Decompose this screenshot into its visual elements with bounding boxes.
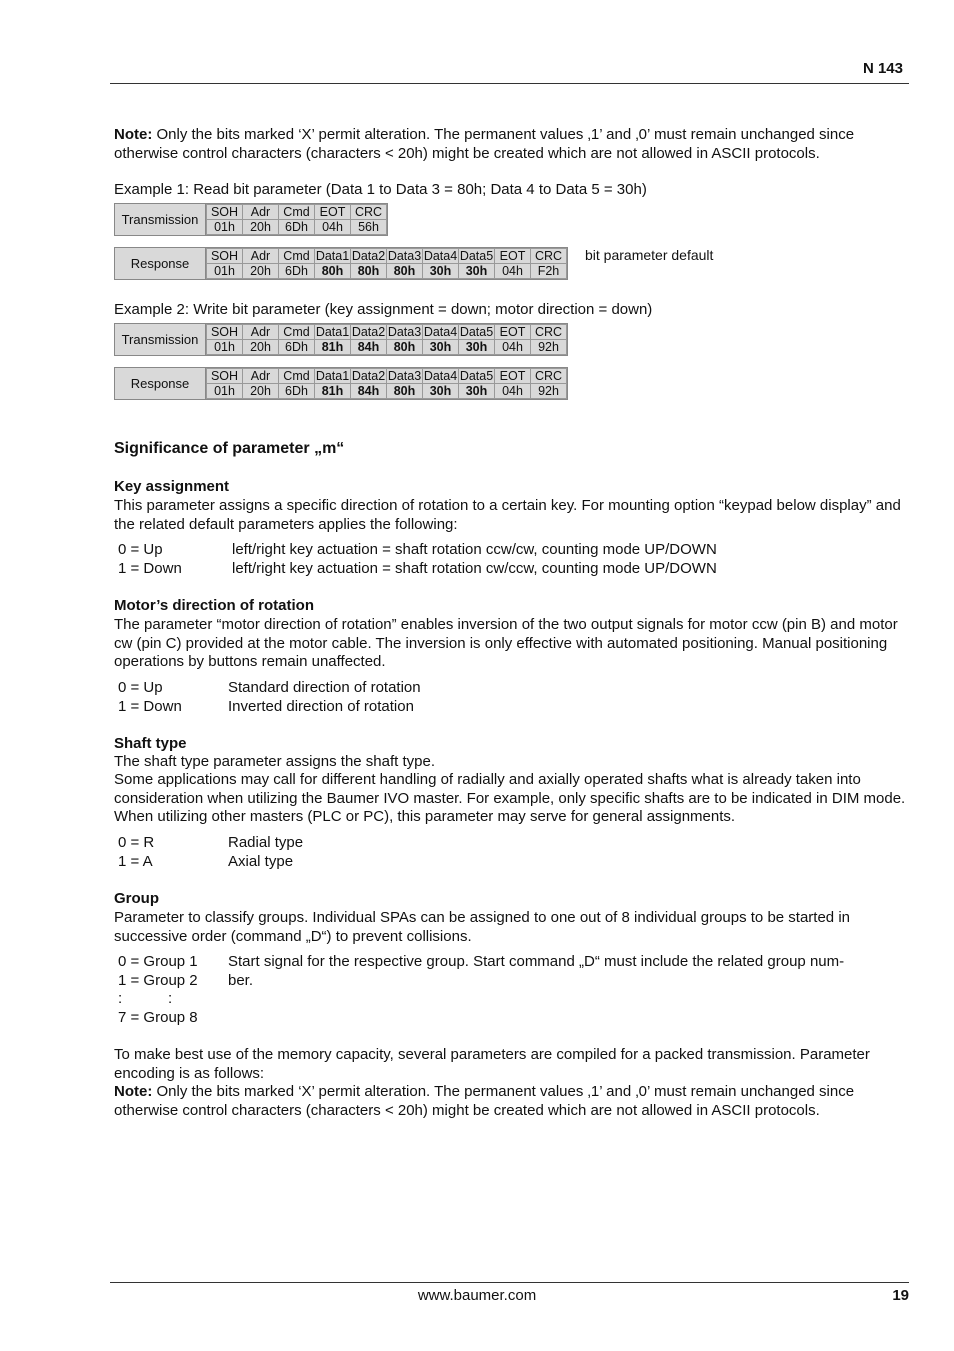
value-row xyxy=(118,541,717,560)
frame-header-cell: Data5 xyxy=(459,325,494,339)
motor-direction-title: Motor’s direction of rotation xyxy=(114,597,314,614)
value-desc: Axial type xyxy=(228,852,294,870)
note-label: Note: xyxy=(114,1083,153,1100)
closing-text: To make best use of the memory capacity, several parameters are compiled for a packed transmission. Parameter encoding is as follows: xyxy=(114,1046,870,1082)
note-text: Only the bits marked ‘X’ permit alteration. The permanent values ‚1’ and ‚0’ must remain unchanged since otherwise control characters (characters < 20h) might be created which are not allowed in ASCII protocols. xyxy=(114,1083,855,1119)
motor-direction-values xyxy=(118,679,421,716)
frame-header-cell: EOT xyxy=(495,249,531,264)
value-key: 1 = A xyxy=(118,852,153,870)
value-key: 0 = Up xyxy=(118,541,163,558)
value-key: 0 = Up xyxy=(118,679,163,696)
note-paragraph xyxy=(114,126,914,163)
frame-value-cell: F2h xyxy=(531,264,567,279)
frame-header-cell: SOH xyxy=(207,249,243,264)
group-values xyxy=(118,953,844,1027)
frame-value-cell: 80h xyxy=(387,384,423,399)
frame-header-cell: Data3 xyxy=(387,369,422,383)
frame-value-row xyxy=(207,340,567,355)
frame-value-cell: 20h xyxy=(243,264,279,279)
frame-value-cell: 01h xyxy=(207,340,243,355)
frame-table xyxy=(206,368,567,399)
frame-label: Response xyxy=(115,368,206,399)
frame-value-cell: 30h xyxy=(459,340,495,355)
frame-value-cell: 04h xyxy=(495,384,531,399)
value-row xyxy=(118,679,421,698)
example2-title: Example 2: Write bit parameter (key assignment = down; motor direction = down) xyxy=(114,301,653,318)
value-key: 7 = Group 8 xyxy=(118,1008,198,1026)
section-heading: Significance of parameter „m“ xyxy=(114,440,345,457)
frame-header-cell: Data2 xyxy=(351,249,386,263)
frame-value-cell: 30h xyxy=(423,264,459,279)
frame-header-cell: Adr xyxy=(243,205,279,220)
frame-header-cell: CRC xyxy=(531,325,567,340)
frame-value-cell: 04h xyxy=(495,340,531,355)
frame-value-cell: 84h xyxy=(351,340,387,355)
value-desc: left/right key actuation = shaft rotation ccw/cw, counting mode UP/DOWN xyxy=(232,541,717,558)
shaft-type-values xyxy=(118,834,303,871)
value-row xyxy=(118,990,844,1009)
frame-header-cell: Cmd xyxy=(279,205,315,220)
note-label: Note: xyxy=(114,126,153,143)
value-key: : : xyxy=(118,990,173,1007)
header-rule xyxy=(110,83,909,84)
frame-table xyxy=(206,248,567,279)
group-text: Parameter to classify groups. Individual SPAs can be assigned to one out of 8 individual groups to be started in successive order (command „D“) to prevent collisions. xyxy=(114,909,850,945)
value-desc: Start signal for the respective group. Start command „D“ must include the related group num- xyxy=(228,953,845,970)
example2-response-frame xyxy=(114,367,568,400)
frame-header-cell: Cmd xyxy=(279,369,315,384)
value-row xyxy=(118,853,303,872)
frame-header-cell: Data5 xyxy=(459,369,494,383)
frame-value-cell: 80h xyxy=(387,264,423,279)
frame-header-cell: Adr xyxy=(243,249,279,264)
frame-header-cell: CRC xyxy=(351,205,387,220)
frame-header-cell: SOH xyxy=(207,325,243,340)
bit-parameter-default-note: bit parameter default xyxy=(585,247,714,263)
frame-value-cell: 6Dh xyxy=(279,384,315,399)
value-desc: ber. xyxy=(228,971,254,989)
frame-table xyxy=(206,204,387,235)
frame-value-cell: 20h xyxy=(243,340,279,355)
frame-header-row xyxy=(207,249,567,264)
frame-value-cell: 30h xyxy=(423,384,459,399)
example1-title: Example 1: Read bit parameter (Data 1 to Data 3 = 80h; Data 4 to Data 5 = 30h) xyxy=(114,181,647,198)
frame-value-cell: 81h xyxy=(315,340,351,355)
frame-header-cell: Data4 xyxy=(423,325,458,339)
value-row xyxy=(118,834,303,853)
value-desc: left/right key actuation = shaft rotation cw/ccw, counting mode UP/DOWN xyxy=(232,559,717,577)
value-row xyxy=(118,1009,844,1028)
frame-value-row xyxy=(207,220,387,235)
document-code: N 143 xyxy=(862,60,903,77)
frame-header-cell: Data2 xyxy=(351,325,386,339)
frame-value-cell: 6Dh xyxy=(279,340,315,355)
frame-value-cell: 01h xyxy=(207,384,243,399)
frame-value-cell: 30h xyxy=(423,340,459,355)
frame-label: Response xyxy=(115,248,206,279)
key-assignment-text: This parameter assigns a specific direction of rotation to a certain key. For mounting option “keypad below display” and the related default parameters applies the following: xyxy=(114,497,901,533)
value-key: 0 = R xyxy=(118,834,155,851)
frame-value-cell: 80h xyxy=(315,264,351,279)
frame-value-cell: 20h xyxy=(243,384,279,399)
frame-value-cell: 92h xyxy=(531,384,567,399)
footer-rule xyxy=(110,1282,909,1283)
frame-header-cell: EOT xyxy=(495,325,531,340)
frame-header-cell: SOH xyxy=(207,369,243,384)
footer-url: www.baumer.com xyxy=(417,1287,537,1304)
frame-label: Transmission xyxy=(115,324,206,355)
frame-value-row xyxy=(207,264,567,279)
frame-value-cell: 84h xyxy=(351,384,387,399)
frame-value-cell: 01h xyxy=(207,220,243,235)
frame-header-cell: Adr xyxy=(243,369,279,384)
frame-header-cell: Data3 xyxy=(387,325,422,339)
example1-transmission-frame xyxy=(114,203,388,236)
frame-value-cell: 80h xyxy=(351,264,387,279)
value-desc: Radial type xyxy=(228,834,304,851)
value-row xyxy=(118,560,717,579)
value-key: 1 = Down xyxy=(118,559,182,577)
frame-header-cell: Data1 xyxy=(315,325,350,339)
frame-value-cell: 01h xyxy=(207,264,243,279)
key-assignment-values xyxy=(118,541,717,578)
frame-header-cell: Adr xyxy=(243,325,279,340)
frame-header-cell: Data3 xyxy=(387,249,422,263)
value-desc: Standard direction of rotation xyxy=(228,679,421,696)
frame-value-cell: 20h xyxy=(243,220,279,235)
frame-header-cell: Data1 xyxy=(315,249,350,263)
frame-header-cell: CRC xyxy=(531,369,567,384)
frame-value-cell: 81h xyxy=(315,384,351,399)
frame-value-cell: 30h xyxy=(459,264,495,279)
value-row xyxy=(118,953,844,972)
frame-header-cell: Cmd xyxy=(279,249,315,264)
frame-header-cell: Data5 xyxy=(459,249,494,263)
value-row xyxy=(118,698,421,717)
shaft-type-text1: The shaft type parameter assigns the shaft type. xyxy=(114,753,436,770)
note-text: Only the bits marked ‘X’ permit alteration. The permanent values ‚1’ and ‚0’ must remain unchanged since otherwise control characters (characters < 20h) might be created which are not allowed in ASCII protocols. xyxy=(114,126,855,162)
frame-header-row xyxy=(207,369,567,384)
frame-header-cell: Data4 xyxy=(423,369,458,383)
value-key: 0 = Group 1 xyxy=(118,953,198,970)
frame-header-cell: CRC xyxy=(531,249,567,264)
shaft-type-text2: Some applications may call for different handling of radially and axially operated shafts what is already taken into consideration when utilizing the Baumer IVO master. For example, only specific shafts are to be indicated in DIM mode. When utilizing other masters (PLC or PC), this parameter may serve for general assignments. xyxy=(114,771,906,825)
frame-value-cell: 04h xyxy=(315,220,351,235)
frame-value-cell: 92h xyxy=(531,340,567,355)
frame-table xyxy=(206,324,567,355)
example2-transmission-frame xyxy=(114,323,568,356)
frame-header-cell: Data4 xyxy=(423,249,458,263)
value-desc: Inverted direction of rotation xyxy=(228,697,414,715)
example1-response-frame xyxy=(114,247,568,280)
closing-note xyxy=(114,1083,914,1120)
frame-header-cell: SOH xyxy=(207,205,243,220)
frame-header-row xyxy=(207,205,387,220)
shaft-type-title: Shaft type xyxy=(114,735,187,752)
frame-value-row xyxy=(207,384,567,399)
frame-label: Transmission xyxy=(115,204,206,235)
frame-value-cell: 6Dh xyxy=(279,220,315,235)
frame-header-cell: EOT xyxy=(315,205,351,220)
frame-value-cell: 30h xyxy=(459,384,495,399)
frame-value-cell: 6Dh xyxy=(279,264,315,279)
frame-value-cell: 56h xyxy=(351,220,387,235)
frame-header-cell: Cmd xyxy=(279,325,315,340)
frame-value-cell: 04h xyxy=(495,264,531,279)
key-assignment-title: Key assignment xyxy=(114,478,230,495)
frame-header-cell: Data2 xyxy=(351,369,386,383)
frame-value-cell: 80h xyxy=(387,340,423,355)
frame-header-cell: Data1 xyxy=(315,369,350,383)
frame-header-cell: EOT xyxy=(495,369,531,384)
frame-header-row xyxy=(207,325,567,340)
value-key: 1 = Group 2 xyxy=(118,971,198,989)
page-number: 19 xyxy=(892,1287,909,1304)
value-key: 1 = Down xyxy=(118,697,182,715)
group-title: Group xyxy=(114,890,159,907)
value-row xyxy=(118,972,844,991)
motor-direction-text: The parameter “motor direction of rotation” enables inversion of the two output signals for motor ccw (pin B) and motor cw (pin C) provided at the motor cable. The inversion is only effective with automated positioning. Manual positioning operations by buttons remain unaffected. xyxy=(114,616,898,670)
